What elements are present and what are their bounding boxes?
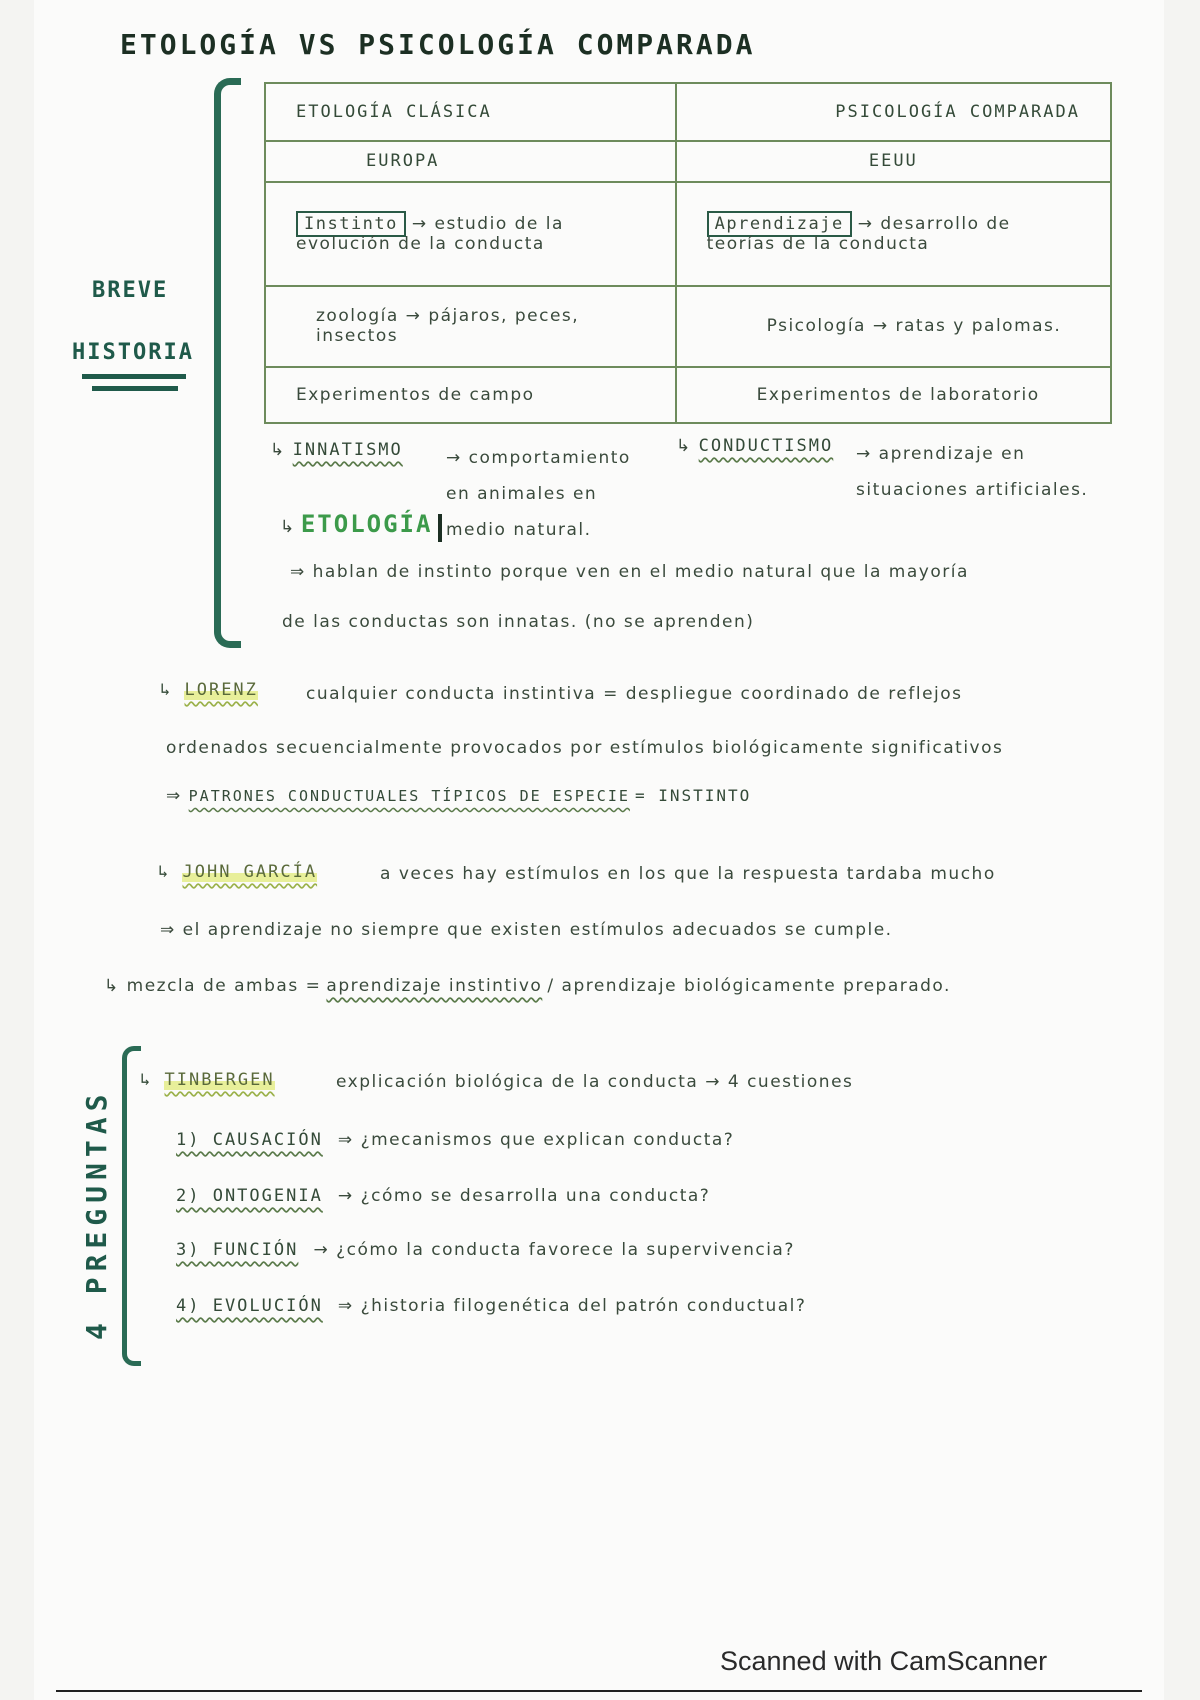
lorenz-key: ↳ LORENZ [160,680,258,700]
table-cell-aprendizaje: Aprendizaje → desarrollo de teorías de la conducta [676,182,1111,287]
garcia-line-2: ⇒ el aprendizaje no siempre que existen estímulos adecuados se cumple. [160,920,893,940]
table-cell-psicologia: Psicología → ratas y palomas. [676,286,1111,366]
conductismo-text: → aprendizaje en situaciones artificiales. [856,444,1089,500]
question-funcion: 3) FUNCIÓN → ¿cómo la conducta favorece la supervivencia? [176,1240,795,1260]
side-label-historia: HISTORIA [72,340,194,365]
table-cell-campo: Experimentos de campo [265,367,676,423]
table-cell-europa: EUROPA [265,141,676,181]
underline-historia-2 [92,386,178,391]
table-cell-eeuu: EEUU [676,141,1111,181]
question-causacion: 1) CAUSACIÓN ⇒ ¿mecanismos que explican conducta? [176,1130,735,1150]
tinbergen-brace [122,1046,141,1366]
tinbergen-key: ↳ TINBERGEN [140,1070,275,1090]
garcia-line-1: a veces hay estímulos en los que la respuesta tardaba mucho [380,864,996,884]
lorenz-line-2: ordenados secuencialmente provocados por estímulos biológicamente significativos [166,738,1004,758]
history-brace [214,78,241,648]
instinto-box: Instinto [296,211,406,237]
aprendizaje-box: Aprendizaje [707,211,852,237]
side-label-breve: BREVE [92,278,169,303]
table-header-etologia: ETOLOGÍA CLÁSICA [265,83,676,141]
etologia-note: ↳ ETOLOGÍA [280,510,442,542]
table-cell-instinto: Instinto → estudio de la evolución de la conducta [265,182,676,287]
underline-historia [82,374,186,379]
lorenz-line-1: cualquier conducta instintiva = despliegue coordinado de reflejos [306,684,963,704]
table-cell-laboratorio: Experimentos de laboratorio [676,367,1111,423]
question-evolucion: 4) EVOLUCIÓN ⇒ ¿historia filogenética del patrón conductual? [176,1296,807,1316]
innatismo-note: ↳ INNATISMO [270,440,403,460]
table-header-psicologia: PSICOLOGÍA COMPARADA [676,83,1111,141]
bottom-rule [56,1690,1142,1692]
question-ontogenia: 2) ONTOGENIA → ¿cómo se desarrolla una conducta? [176,1186,711,1206]
camscanner-watermark: Scanned with CamScanner [720,1646,1048,1676]
etologia-line-1: ⇒ hablan de instinto porque ven en el medio natural que la mayoría [290,562,969,582]
innatismo-text: → comportamiento en animales en medio natural. [446,448,631,540]
garcia-line-3: ↳ mezcla de ambas = aprendizaje instintivo / aprendizaje biológicamente preparado. [104,976,951,996]
aprendizaje-instintivo: aprendizaje instintivo [326,976,543,996]
tinbergen-intro: explicación biológica de la conducta → 4 cuestiones [336,1072,854,1092]
lorenz-line-3: ⇒ PATRONES CONDUCTUALES TÍPICOS DE ESPECIE = INSTINTO [166,786,752,806]
page-title: ETOLOGÍA VS PSICOLOGÍA COMPARADA [120,28,756,61]
table-cell-zoologia: zoología → pájaros, peces, insectos [265,286,676,366]
conductismo-note: ↳ CONDUCTISMO [676,436,834,456]
garcia-key: ↳ JOHN GARCÍA [158,862,318,882]
comparison-table [264,82,1112,424]
side-label-4-preguntas: 4 PREGUNTAS [80,1088,113,1340]
etologia-line-2: de las conductas son innatas. (no se aprenden) [282,612,755,632]
etologia-label: ETOLOGÍA [300,510,433,538]
